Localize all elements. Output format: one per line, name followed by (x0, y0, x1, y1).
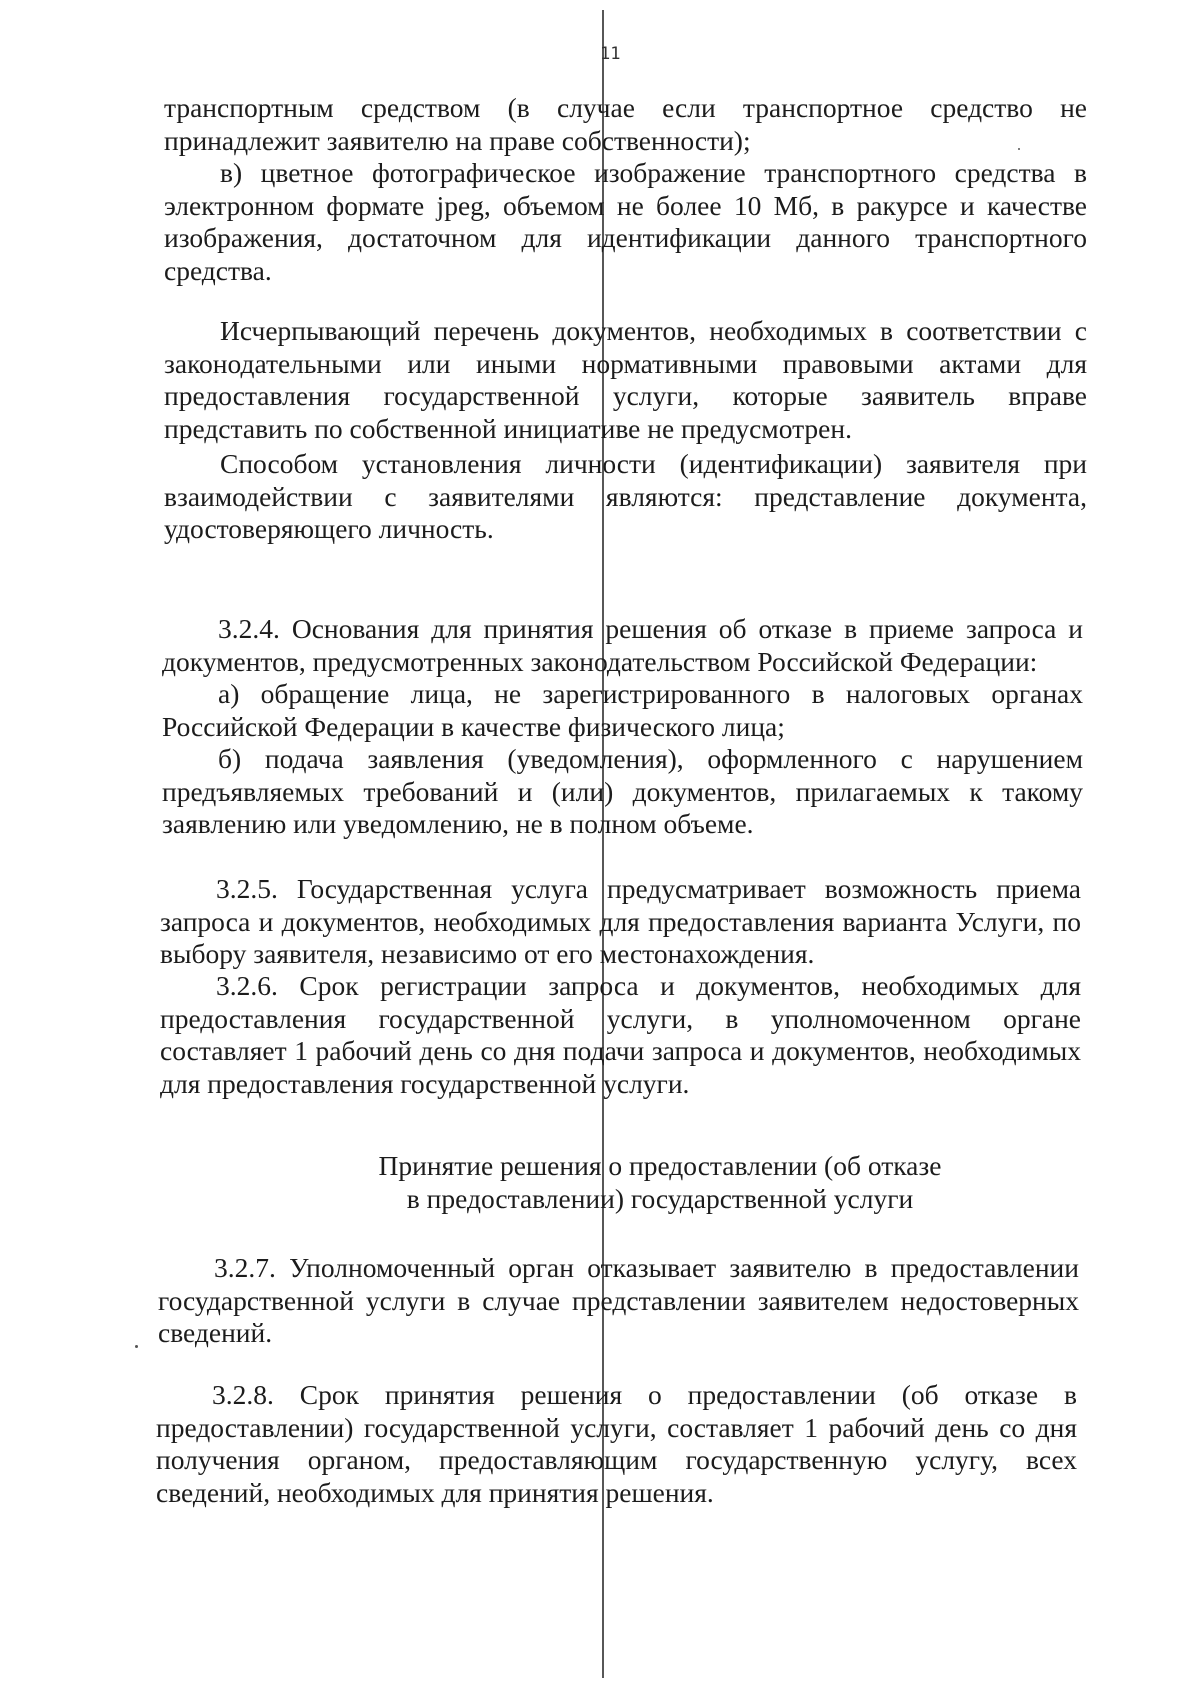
paragraph-3-2-7: 3.2.7. Уполномоченный орган отказывает заявителю в предоставлении государственной услуги в случае представлении заявителем недостоверных сведений. (158, 1252, 1079, 1348)
paragraph-3-2-5: 3.2.5. Государственная услуга предусматривает возможность приема запроса и документов, необходимых для предоставления варианта Услуги, по выбору заявителя, независимо от его местонахождения. (160, 873, 1081, 969)
page-number: 11 (600, 44, 621, 64)
scan-speck (1018, 148, 1020, 150)
paragraph-3-2-4-b: б) подача заявления (уведомления), оформленного с нарушением предъявляемых требований и (или) документов, прилагаемых к такому заявлению или уведомлению, не в полном объеме. (162, 743, 1083, 839)
paragraph-photo-requirement: в) цветное фотографическое изображение транспортного средства в электронном формате jpeg, объемом не более 10 Мб, в ракурсе и качестве изображения, достаточном для идентификации данного транспортного средства. (164, 157, 1087, 286)
section-heading-line-2: в предоставлении) государственной услуги (406, 1182, 914, 1214)
paragraph-3-2-6: 3.2.6. Срок регистрации запроса и документов, необходимых для предоставления государственной услуги, в уполномоченном органе составляет 1 рабочий день со дня подачи запроса и документов, необходимых для предоставления государственной услуги. (160, 970, 1081, 1099)
section-heading-line-1: Принятие решения о предоставлении (об отказе (378, 1150, 942, 1181)
paragraph-3-2-4: 3.2.4. Основания для принятия решения об отказе в приеме запроса и документов, предусмотренных законодательством Российской Федерации: (162, 613, 1083, 677)
paragraph-vehicle-ownership: транспортным средством (в случае если транспортное средство не принадлежит заявителю на праве собственности); (164, 92, 1087, 156)
paragraph-3-2-4-a: а) обращение лица, не зарегистрированного в налоговых органах Российской Федерации в качестве физического лица; (162, 678, 1083, 742)
paragraph-exhaustive-list: Исчерпывающий перечень документов, необходимых в соответствии с законодательными или иными нормативными правовыми актами для предоставления государственной услуги, которые заявитель вправе представить по собственной инициативе не предусмотрен. (164, 315, 1087, 444)
section-heading (160, 1150, 1160, 1215)
paragraph-3-2-8: 3.2.8. Срок принятия решения о предоставлении (об отказе в предоставлении) государственной услуги, составляет 1 рабочий день со дня получения органом, предоставляющим государственную услугу, всех сведений, необходимых для принятия решения. (156, 1379, 1077, 1508)
scan-speck (135, 1345, 138, 1348)
paragraph-identification: Способом установления личности (идентификации) заявителя при взаимодействии с заявителями являются: представление документа, удостоверяющего личность. (164, 448, 1087, 544)
